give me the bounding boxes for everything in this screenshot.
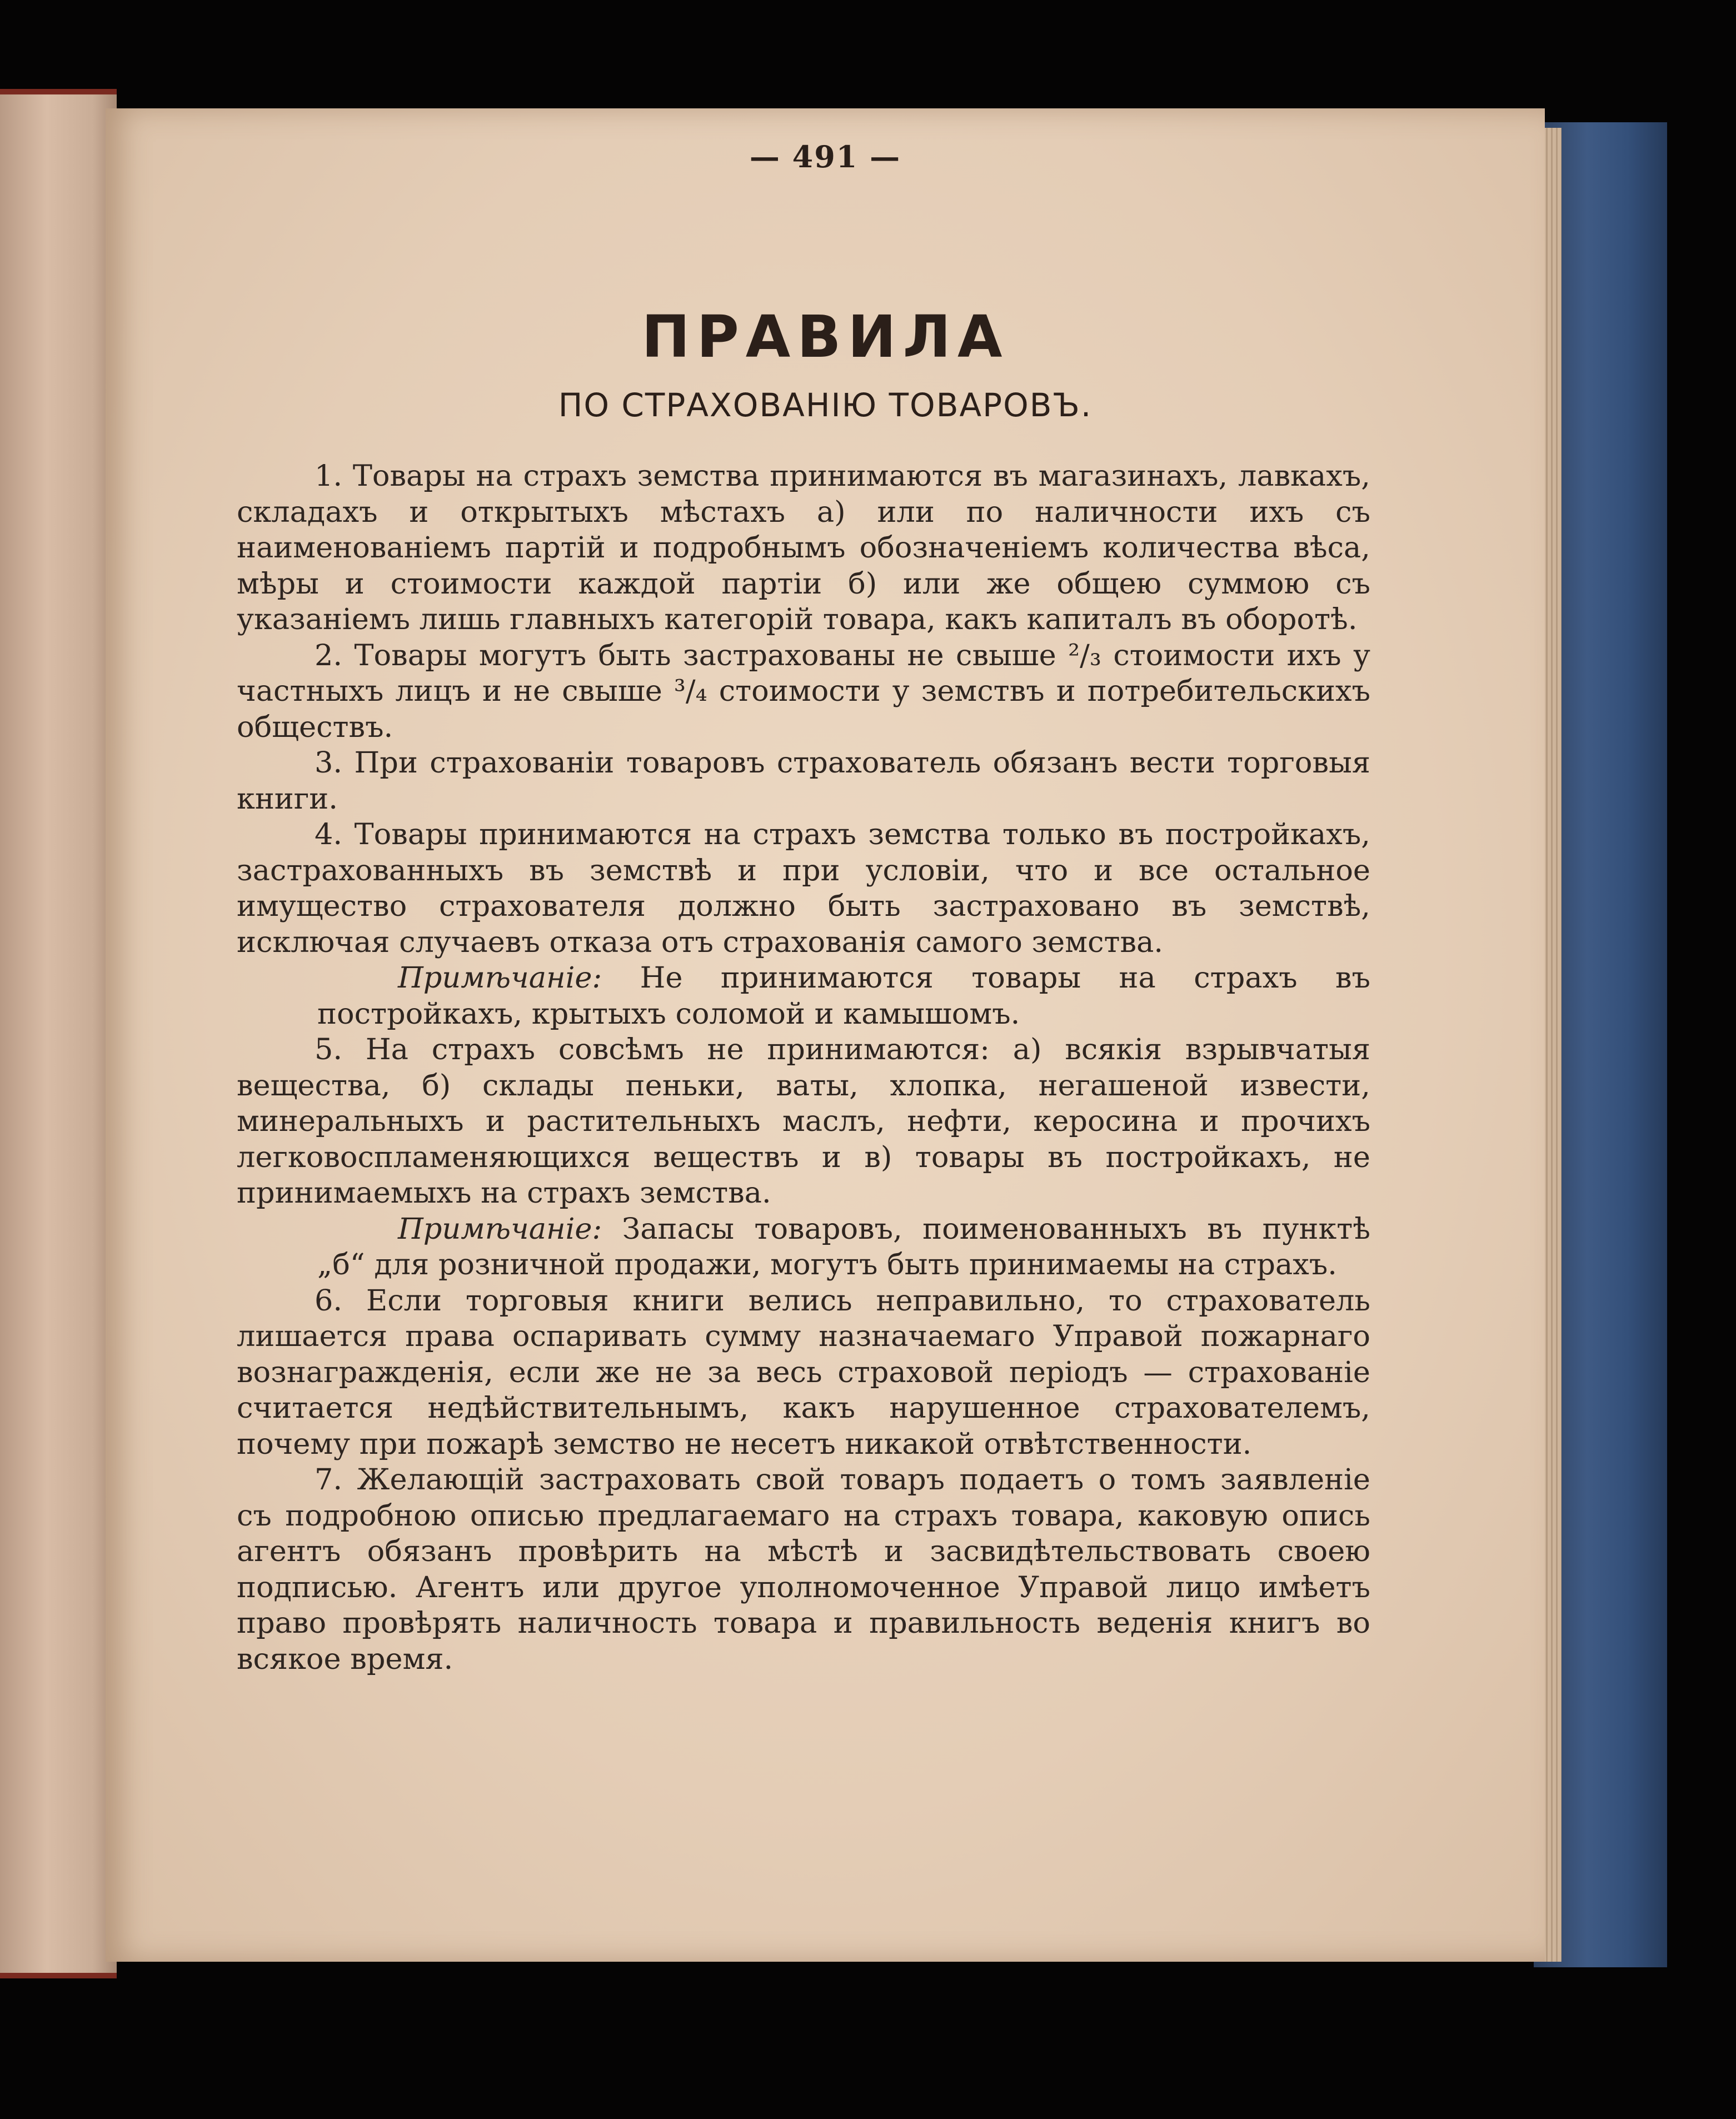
rule-paragraph-2: 2. Товары могутъ быть застрахованы не свыше ²/₃ стоимости ихъ у частныхъ лицъ и не свыше ³/₄ стоимости у земствъ и потребительскихъ обществъ. — [237, 638, 1370, 744]
note-paragraph-2 — [317, 1211, 1370, 1283]
rule-paragraph-7: 7. Желающій застраховать свой товаръ подаетъ о томъ заявленіе съ подробною описью предлагаемаго на страхъ товара, каковую опись агентъ обязанъ провѣрить на мѣстѣ и засвидѣтельствовать своею подписью. Агентъ или другое уполномоченное Управой лицо имѣетъ право провѣрять наличность товара и правильность веденія книгъ во всякое время. — [237, 1463, 1370, 1676]
note-label: Примѣчаніе: — [398, 1211, 602, 1246]
rule-paragraph-4: 4. Товары принимаются на страхъ земства только въ постройкахъ, застрахованныхъ въ земствѣ и при условіи, что и все остальное имущество страхователя должно быть застраховано въ земствѣ, исключая случаевъ отказа отъ страхованія самого земства. — [237, 817, 1370, 959]
page-title: ПРАВИЛА — [641, 303, 1009, 371]
left-page-edge — [0, 89, 117, 1978]
rule-paragraph-3: 3. При страхованіи товаровъ страхователь обязанъ вести торговыя книги. — [237, 746, 1370, 816]
rule-paragraph-5: 5. На страхъ совсѣмъ не принимаются: а) всякія взрывчатыя вещества, б) склады пеньки, ваты, хлопка, негашеной извести, минеральныхъ и растительныхъ маслъ, нефти, керосина и прочихъ легковоспламеняющихся веществъ и в) товары въ постройкахъ, не принимаемыхъ на страхъ земства. — [237, 1033, 1370, 1210]
page-number: — 491 — — [749, 139, 901, 174]
page-subtitle: ПО СТРАХОВАНІЮ ТОВАРОВЪ. — [558, 386, 1093, 424]
note-text: Не принимаются товары на страхъ въ постройкахъ, крытыхъ соломой и камышомъ. — [317, 961, 1370, 1031]
note-text: Запасы товаровъ, поименованныхъ въ пунктѣ „б“ для розничной продажи, могутъ быть принимаемы на страхъ. — [317, 1211, 1370, 1282]
note-paragraph-1 — [317, 960, 1370, 1032]
note-label: Примѣчаніе: — [398, 961, 602, 995]
book-page — [106, 108, 1545, 1962]
rule-paragraph-1: 1. Товары на страхъ земства принимаются въ магазинахъ, лавкахъ, складахъ и открытыхъ мѣстахъ а) или по наличности ихъ съ наименованіемъ партій и подробнымъ обозначеніемъ количества вѣса, мѣры и стоимости каждой партіи б) или же общею суммою съ указаніемъ лишь главныхъ категорій товара, какъ капиталъ въ оборотѣ. — [237, 459, 1370, 636]
rule-paragraph-6: 6. Если торговыя книги велись неправильно, то страхователь лишается права оспаривать сумму назначаемаго Управой пожарнаго вознагражденія, если же не за весь страховой періодъ — страхованіе считается недѣйствительнымъ, какъ нарушенное страхователемъ, почему при пожарѣ земство не несетъ никакой отвѣтственности. — [237, 1283, 1370, 1461]
body-text — [237, 458, 1370, 1677]
